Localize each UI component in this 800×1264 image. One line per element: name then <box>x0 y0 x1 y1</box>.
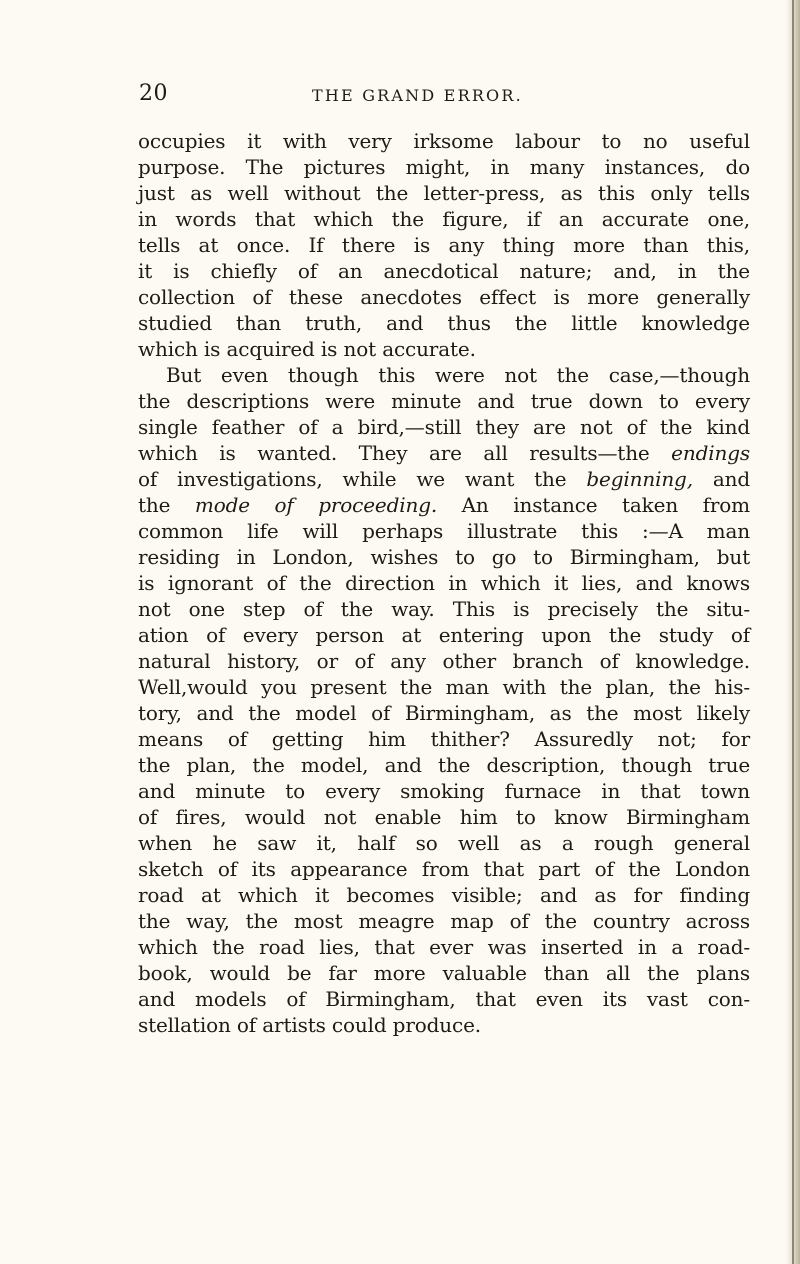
italic-text: mode of proceeding. <box>194 493 438 517</box>
text-line: the mode of proceeding. An instance taken from <box>138 493 750 517</box>
text-line: when he saw it, half so well as a rough general <box>138 831 750 855</box>
text-line: which is wanted. They are all results—the endings <box>138 441 750 465</box>
text-line: ation of every person at entering upon the study of <box>138 623 750 647</box>
text-line: purpose. The pictures might, in many instances, do <box>138 155 750 179</box>
text-line: Well,would you present the man with the plan, the his- <box>138 675 750 699</box>
text-line: collection of these anecdotes effect is more generally <box>138 285 750 309</box>
page-edge-line <box>792 0 794 1264</box>
text-line: of fires, would not enable him to know Birmingham <box>138 805 750 829</box>
text-line: means of getting him thither? Assuredly not; for <box>138 727 750 751</box>
text-line: is ignorant of the direction in which it lies, and knows <box>138 571 750 595</box>
text-line: which the road lies, that ever was inserted in a road- <box>138 935 750 959</box>
text-line: which is acquired is not accurate. <box>138 337 476 361</box>
text-line: sketch of its appearance from that part of the London <box>138 857 750 881</box>
text-line: and models of Birmingham, that even its vast con- <box>138 987 750 1011</box>
text-line: just as well without the letter-press, as this only tells <box>138 181 750 205</box>
running-head: THE GRAND ERROR. <box>312 86 523 105</box>
text-line: not one step of the way. This is precisely the situ- <box>138 597 750 621</box>
text-line: studied than truth, and thus the little knowledge <box>138 311 750 335</box>
page-number: 20 <box>139 81 168 106</box>
text-line: the descriptions were minute and true down to every <box>138 389 750 413</box>
italic-text: endings <box>671 441 750 465</box>
text-line: of investigations, while we want the beginning, and <box>138 467 750 491</box>
text-line: single feather of a bird,—still they are not of the kind <box>138 415 750 439</box>
text-line: road at which it becomes visible; and as for finding <box>138 883 750 907</box>
text-line: book, would be far more valuable than all the plans <box>138 961 750 985</box>
text-line: residing in London, wishes to go to Birmingham, but <box>138 545 750 569</box>
text-line: the way, the most meagre map of the country across <box>138 909 750 933</box>
page-header <box>139 81 759 111</box>
text-line: the plan, the model, and the description, though true <box>138 753 750 777</box>
text-line: in words that which the figure, if an accurate one, <box>138 207 750 231</box>
body-text <box>138 128 750 1038</box>
paragraph-start-line: But even though this were not the case,—though <box>166 363 750 387</box>
text-line: tory, and the model of Birmingham, as the most likely <box>138 701 750 725</box>
text-line: stellation of artists could produce. <box>138 1013 481 1037</box>
text-line: common life will perhaps illustrate this :—A man <box>138 519 750 543</box>
text-line: tells at once. If there is any thing more than this, <box>138 233 750 257</box>
italic-text: beginning, <box>586 467 693 491</box>
text-line: and minute to every smoking furnace in that town <box>138 779 750 803</box>
text-line: it is chiefly of an anecdotical nature; and, in the <box>138 259 750 283</box>
text-line: natural history, or of any other branch of knowledge. <box>138 649 750 673</box>
text-line: occupies it with very irksome labour to no useful <box>138 129 750 153</box>
